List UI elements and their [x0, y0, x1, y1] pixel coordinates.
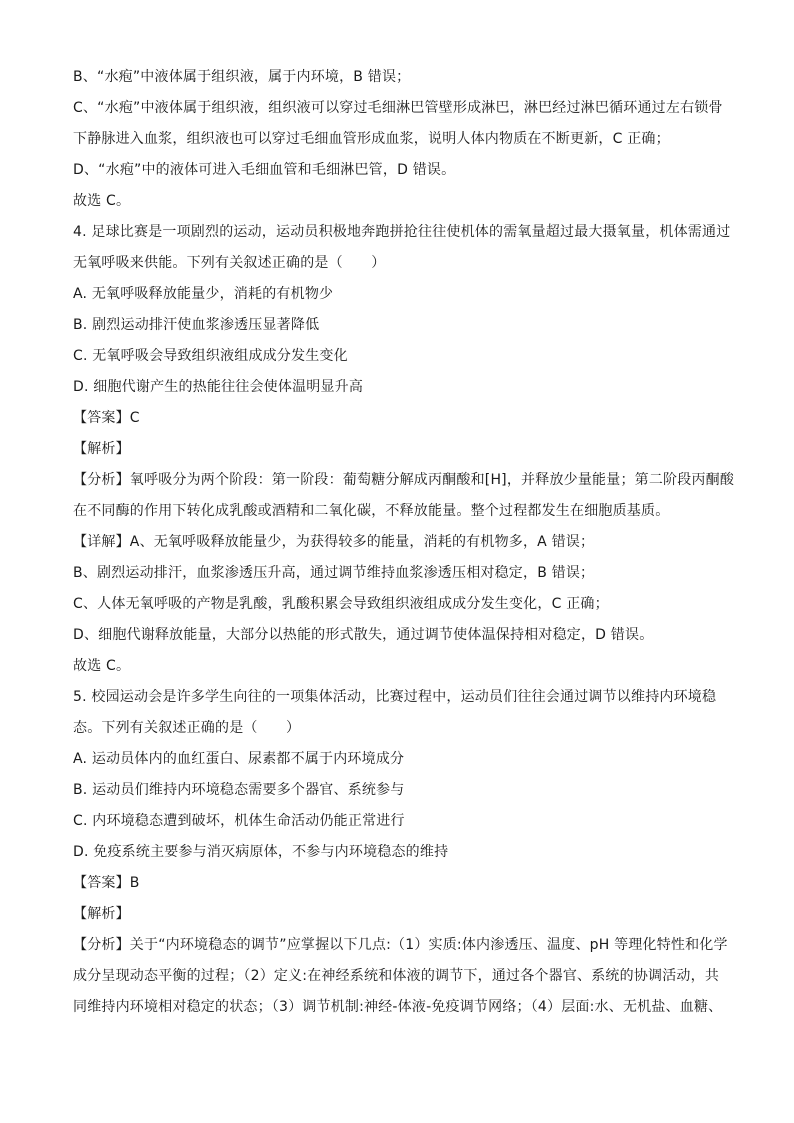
text-line: 【分析】关于“内环境稳态的调节”应掌握以下几点:（1）实质:体内渗透压、温度、pH 等理化特性和化学 [73, 937, 728, 953]
text-line: 下静脉进入血浆，组织液也可以穿过毛细血管形成血浆，说明人体内物质在不断更新，C 正确； [73, 131, 670, 147]
text-line: B、剧烈运动排汗，血浆渗透压升高，通过调节维持血浆渗透压相对稳定，B 错误； [73, 565, 595, 581]
question-4-analysis-heading: 【解析】 [73, 441, 130, 457]
question-5-analysis-heading: 【解析】 [73, 906, 130, 922]
text-line: C、“水疱”中液体属于组织液，组织液可以穿过毛细淋巴管壁形成淋巴，淋巴经过淋巴循环通过左右锁骨 [73, 100, 723, 116]
question-5-option-d: D. 免疫系统主要参与消灭病原体，不参与内环境稳态的维持 [73, 844, 449, 860]
question-4-option-d: D. 细胞代谢产生的热能往往会使体温明显升高 [73, 379, 364, 395]
text-line: 【分析】氧呼吸分为两个阶段：第一阶段：葡萄糖分解成丙酮酸和[H]，并释放少量能量；第二阶段丙酮酸 [73, 472, 735, 488]
text-line: B、“水疱”中液体属于组织液，属于内环境，B 错误； [73, 69, 411, 85]
text-line: 故选 C。 [73, 658, 131, 674]
text-line: C、人体无氧呼吸的产物是乳酸，乳酸积累会导致组织液组成成分发生变化，C 正确； [73, 596, 609, 612]
text-line: 成分呈现动态平衡的过程；（2）定义:在神经系统和体液的调节下，通过各个器官、系统的协调活动，共 [73, 968, 720, 984]
question-4-option-c: C. 无氧呼吸会导致组织液组成成分发生变化 [73, 348, 348, 364]
text-line: 同维持内环境相对稳定的状态；（3）调节机制:神经-体液-免疫调节网络；（4）层面:水、无机盐、血糖、 [73, 999, 723, 1015]
text-line: 故选 C。 [73, 193, 131, 209]
question-5-stem: 5. 校园运动会是许多学生向往的一项集体活动，比赛过程中，运动员们往往会通过调节以维持内环境稳 [73, 689, 717, 705]
text-line: D、“水疱”中的液体可进入毛细血管和毛细淋巴管，D 错误。 [73, 162, 456, 178]
text-line: D、细胞代谢释放能量，大部分以热能的形式散失，通过调节使体温保持相对稳定，D 错误。 [73, 627, 654, 643]
question-4-answer: 【答案】C [73, 410, 140, 426]
question-5-option-c: C. 内环境稳态遭到破坏，机体生命活动仍能正常进行 [73, 813, 405, 829]
question-5-option-b: B. 运动员们维持内环境稳态需要多个器官、系统参与 [73, 782, 405, 798]
text-line: 在不同酶的作用下转化成乳酸或酒精和二氧化碳，不释放能量。整个过程都发生在细胞质基质。 [73, 503, 670, 519]
question-4-option-b: B. 剧烈运动排汗使血浆渗透压显著降低 [73, 317, 320, 333]
question-5-stem-cont: 态。下列有关叙述正确的是（ ） [73, 720, 301, 736]
question-5-answer: 【答案】B [73, 875, 140, 891]
question-4-stem: 4. 足球比赛是一项剧烈的运动，运动员积极地奔跑拼抢往往使机体的需氧量超过最大摄氧量，机体需通过 [73, 224, 731, 240]
question-4-option-a: A. 无氧呼吸释放能量少，消耗的有机物少 [73, 286, 334, 302]
question-4-stem-cont: 无氧呼吸来供能。下列有关叙述正确的是（ ） [73, 255, 386, 271]
document-page [73, 62, 735, 1023]
question-5-option-a: A. 运动员体内的血红蛋白、尿素都不属于内环境成分 [73, 751, 405, 767]
text-line: 【详解】A、无氧呼吸释放能量少，为获得较多的能量，消耗的有机物多，A 错误； [73, 534, 595, 550]
